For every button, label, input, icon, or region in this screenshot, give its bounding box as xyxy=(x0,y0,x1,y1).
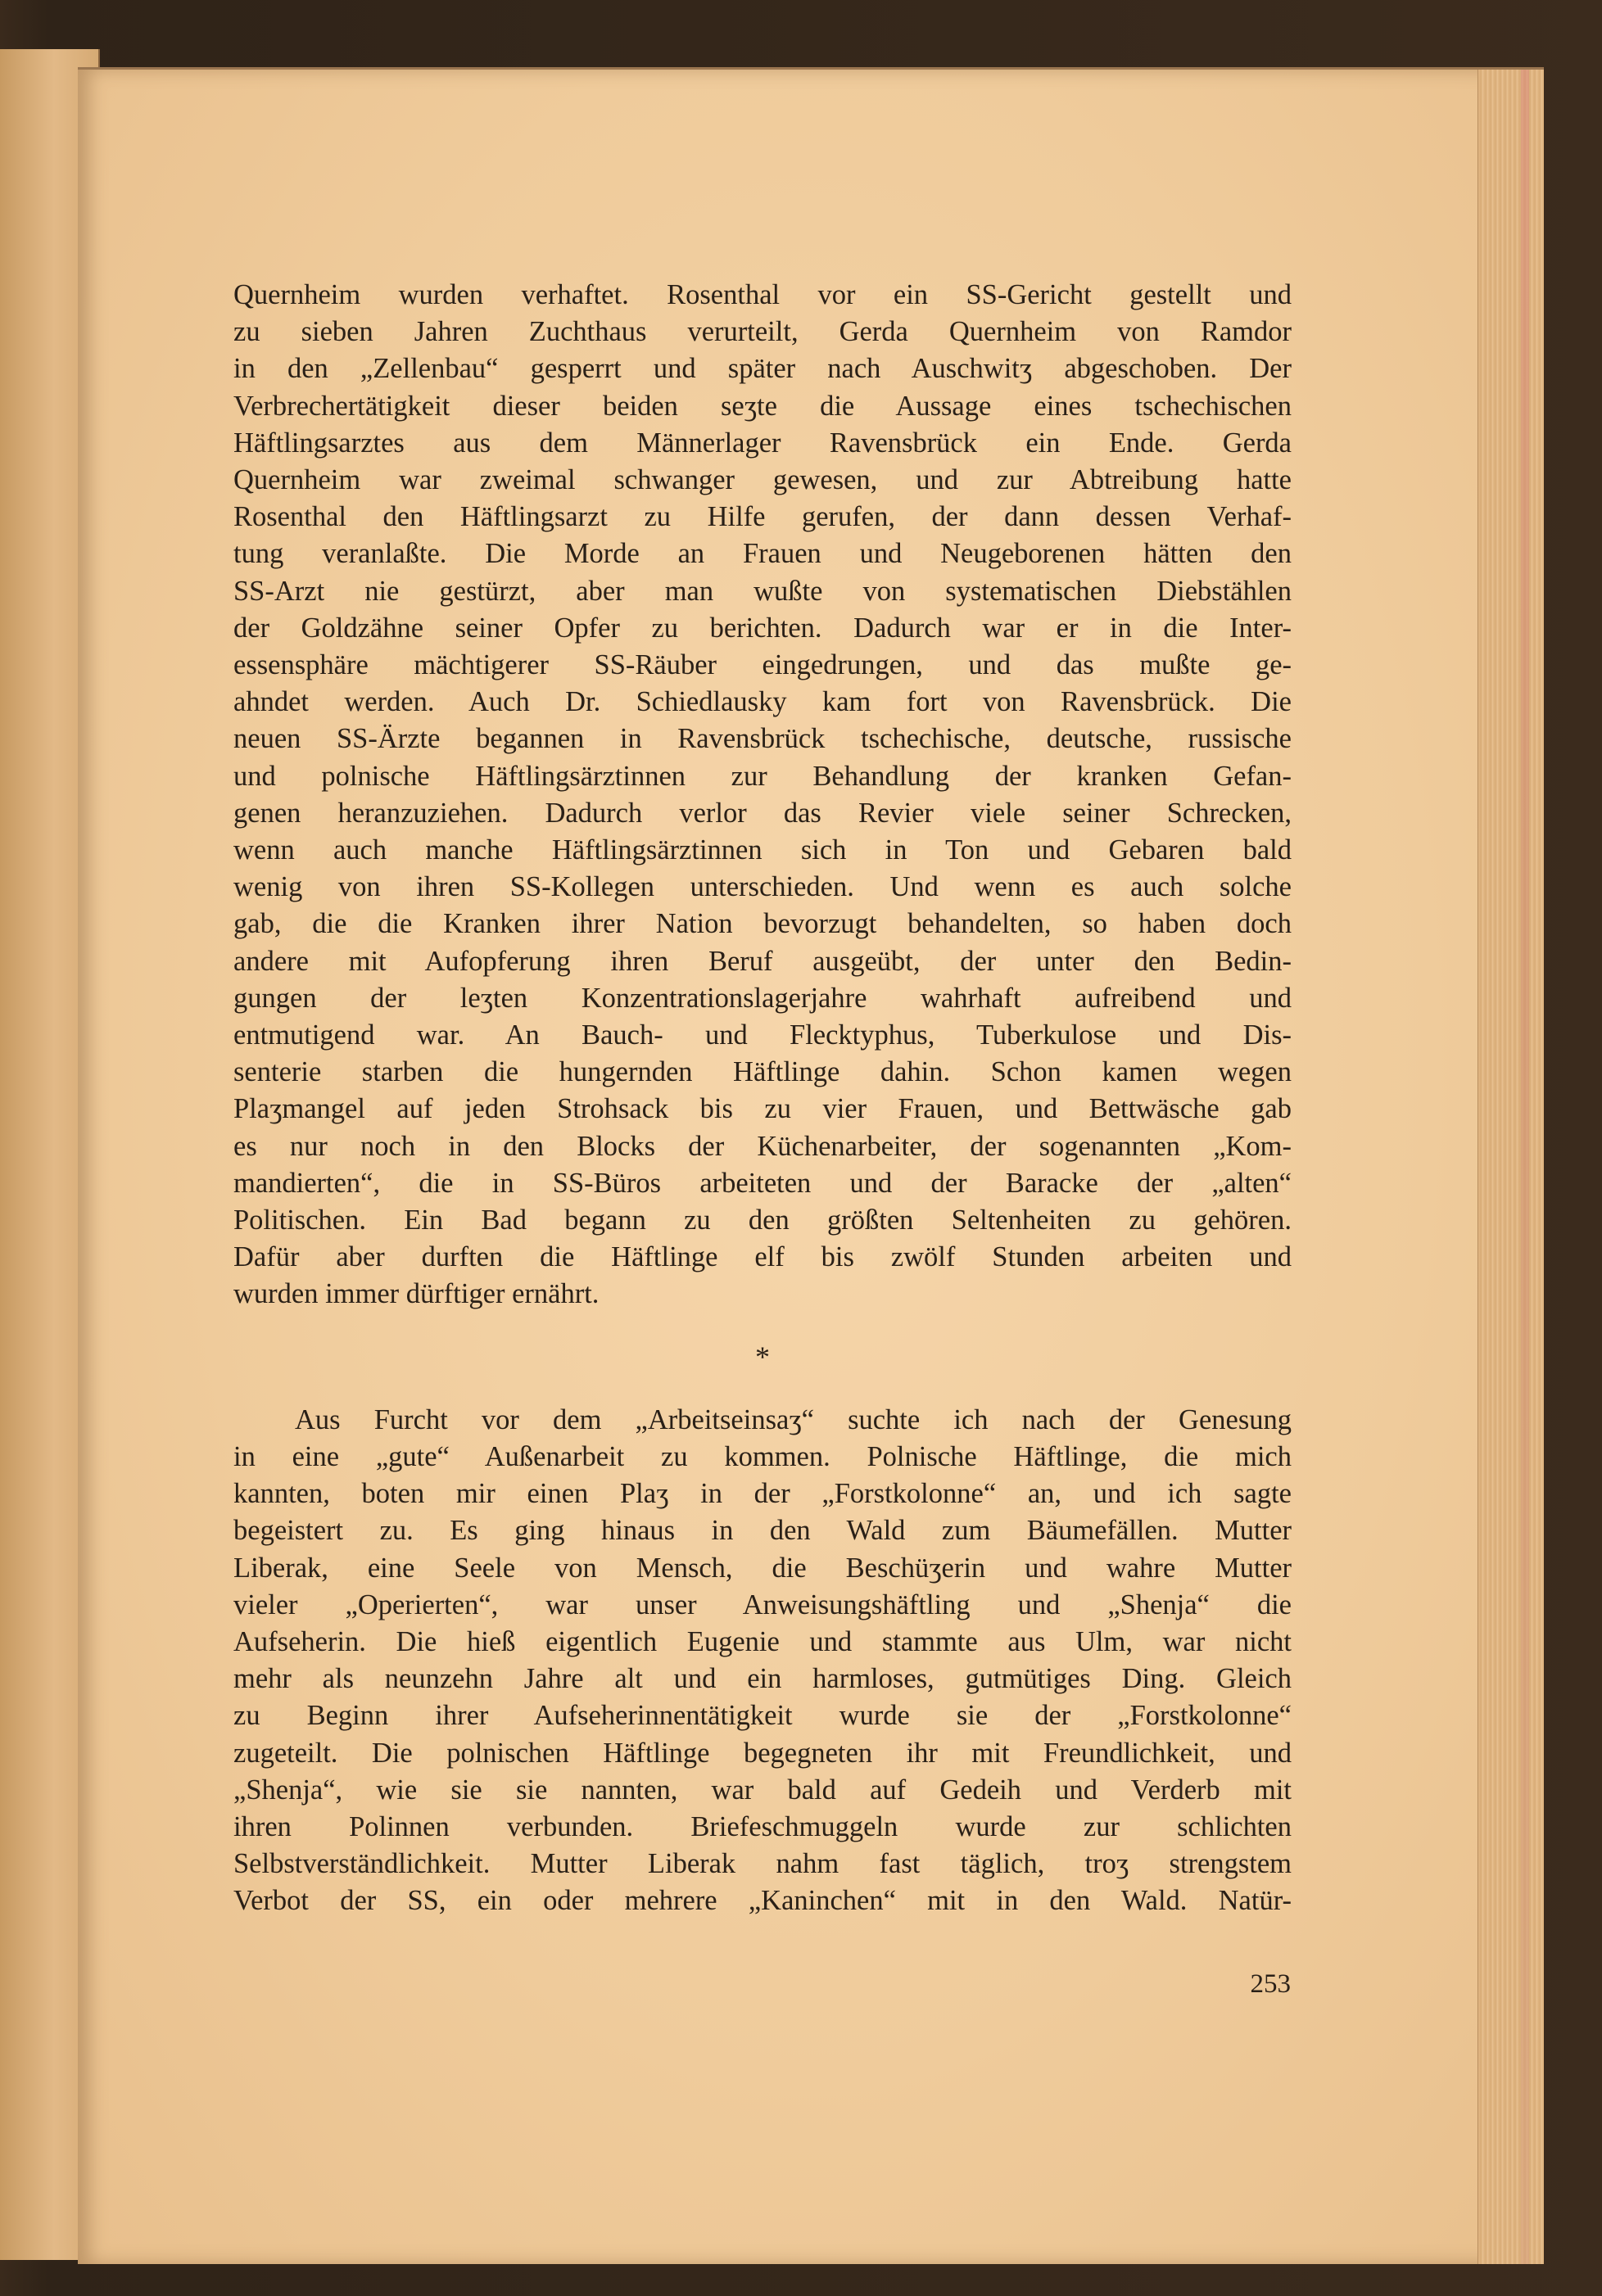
text-line: Selbstverständlichkeit. Mutter Liberak nahm fast täglich, troʒ strengstem xyxy=(233,1848,1292,1880)
body-text xyxy=(233,277,1292,1920)
text-line: Plaʒmangel auf jeden Strohsack bis zu vier Frauen, und Bettwäsche gab xyxy=(233,1093,1292,1125)
text-line: Häftlingsarztes aus dem Männerlager Ravensbrück ein Ende. Gerda xyxy=(233,427,1292,459)
text-line: mandierten“, die in SS-Büros arbeiteten und der Baracke der „alten“ xyxy=(233,1167,1292,1199)
text-line: neuen SS-Ärzte begannen in Ravensbrück tschechische, deutsche, russische xyxy=(233,723,1292,755)
text-line: der Goldzähne seiner Opfer zu berichten. Dadurch war er in die Inter- xyxy=(233,612,1292,644)
text-line: in den „Zellenbau“ gesperrt und später nach Auschwitʒ abgeschoben. Der xyxy=(233,353,1292,385)
text-line: begeistert zu. Es ging hinaus in den Wald zum Bäumefällen. Mutter xyxy=(233,1515,1292,1547)
text-line: Aufseherin. Die hieß eigentlich Eugenie und stammte aus Ulm, war nicht xyxy=(233,1625,1292,1657)
text-line: tung veranlaßte. Die Morde an Frauen und Neugeborenen hätten den xyxy=(233,538,1292,570)
text-line: zu sieben Jahren Zuchthaus verurteilt, Gerda Quernheim von Ramdor xyxy=(233,316,1292,348)
text-line: Verbot der SS, ein oder mehrere „Kaninchen“ mit in den Wald. Natür- xyxy=(233,1885,1292,1917)
text-line: zu Beginn ihrer Aufseherinnentätigkeit wurde sie der „Forstkolonne“ xyxy=(233,1700,1292,1732)
text-line: essensphäre mächtigerer SS-Räuber eingedrungen, und das mußte ge- xyxy=(233,649,1292,681)
text-line: mehr als neunzehn Jahre alt und ein harmloses, gutmütiges Ding. Gleich xyxy=(233,1663,1292,1695)
text-line: kannten, boten mir einen Plaʒ in der „Forstkolonne“ an, und ich sagte xyxy=(233,1478,1292,1510)
text-line: wenig von ihren SS-Kollegen unterschieden. Und wenn es auch solche xyxy=(233,871,1292,903)
text-line: entmutigend war. An Bauch- und Flecktyphus, Tuberkulose und Dis- xyxy=(233,1019,1292,1051)
text-line: ahndet werden. Auch Dr. Schiedlausky kam fort von Ravensbrück. Die xyxy=(233,686,1292,718)
paragraph-2 xyxy=(233,1402,1292,1920)
page-edge-tint xyxy=(1521,70,1529,2264)
text-line: ihren Polinnen verbunden. Briefeschmuggeln wurde zur schlichten xyxy=(233,1810,1292,1842)
text-line: gab, die die Kranken ihrer Nation bevorzugt behandelten, so haben doch xyxy=(233,908,1292,940)
text-line: „Shenja“, wie sie sie nannten, war bald auf Gedeih und Verderb mit xyxy=(233,1774,1292,1806)
text-line: Liberak, eine Seele von Mensch, die Beschüʒerin und wahre Mutter xyxy=(233,1552,1292,1584)
text-line: gungen der leʒten Konzentrationslagerjahre wahrhaft aufreibend und xyxy=(233,982,1292,1014)
text-line: Quernheim wurden verhaftet. Rosenthal vor ein SS-Gericht gestellt und xyxy=(233,279,1292,310)
text-line: senterie starben die hungernden Häftlinge dahin. Schon kamen wegen xyxy=(233,1056,1292,1088)
paragraph-1 xyxy=(233,277,1292,1313)
text-line: Dafür aber durften die Häftlinge elf bis zwölf Stunden arbeiten und xyxy=(233,1241,1292,1273)
text-line: Politischen. Ein Bad begann zu den größten Seltenheiten zu gehören. xyxy=(233,1204,1292,1236)
text-line: zugeteilt. Die polnischen Häftlinge begegneten ihr mit Freundlichkeit, und xyxy=(233,1737,1292,1769)
text-line: Verbrechertätigkeit dieser beiden seʒte die Aussage eines tschechischen xyxy=(233,390,1292,422)
text-line: in eine „gute“ Außenarbeit zu kommen. Polnische Häftlinge, die mich xyxy=(233,1440,1292,1472)
text-line: es nur noch in den Blocks der Küchenarbeiter, der sogenannten „Kom- xyxy=(233,1130,1292,1162)
page-number: 253 xyxy=(1250,1969,1291,1999)
text-line: Rosenthal den Häftlingsarzt zu Hilfe gerufen, der dann dessen Verhaf- xyxy=(233,501,1292,533)
text-line: und polnische Häftlingsärztinnen zur Behandlung der kranken Gefan- xyxy=(233,760,1292,792)
text-line: Quernheim war zweimal schwanger gewesen, und zur Abtreibung hatte xyxy=(233,464,1292,496)
text-line: andere mit Aufopferung ihren Beruf ausgeübt, der unter den Bedin- xyxy=(233,945,1292,977)
text-line: wurden immer dürftiger ernährt. xyxy=(233,1278,600,1310)
text-line: SS-Arzt nie gestürzt, aber man wußte von systematischen Diebstählen xyxy=(233,575,1292,607)
text-line: Aus Furcht vor dem „Arbeitseinsaʒ“ suchte ich nach der Genesung xyxy=(295,1403,1292,1435)
page-edges xyxy=(1478,70,1544,2264)
text-line: vieler „Operierten“, war unser Anweisungshäftling und „Shenja“ die xyxy=(233,1589,1292,1620)
section-separator: * xyxy=(755,1340,770,1373)
text-line: genen heranzuziehen. Dadurch verlor das Revier viele seiner Schrecken, xyxy=(233,797,1292,829)
text-line: wenn auch manche Häftlingsärztinnen sich in Ton und Gebaren bald xyxy=(233,834,1292,866)
